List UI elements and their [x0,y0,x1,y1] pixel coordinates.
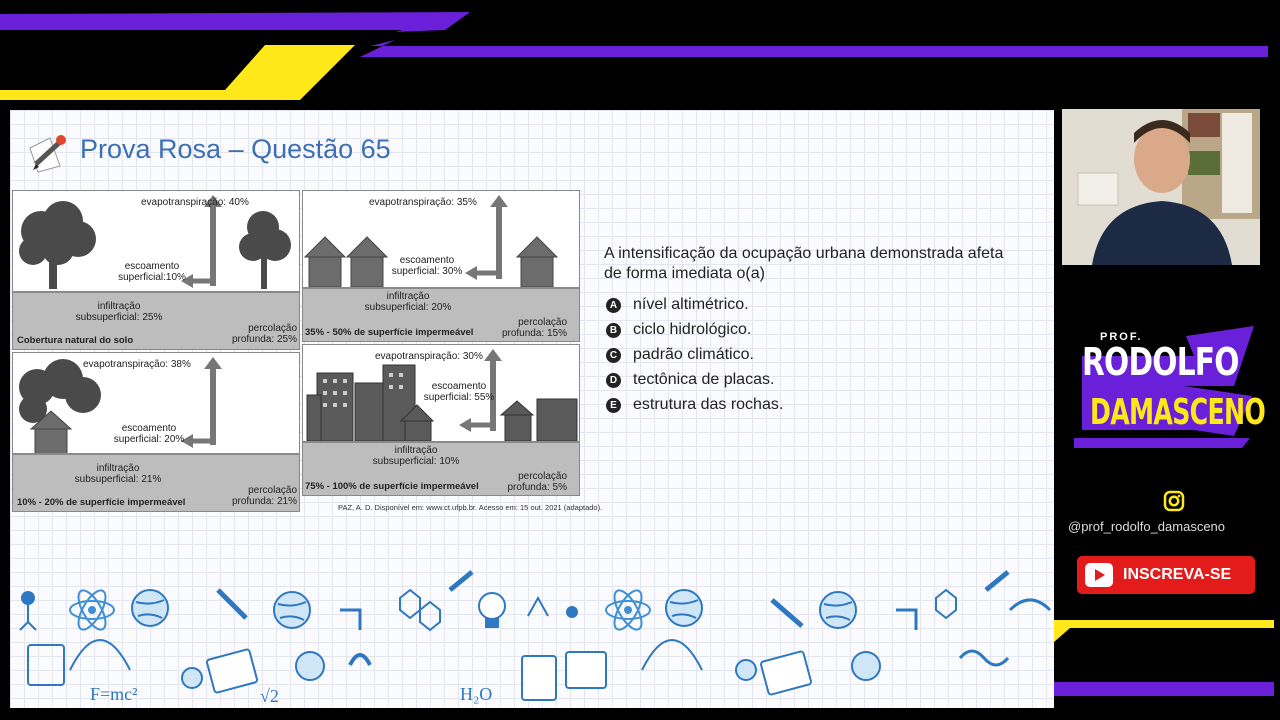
option-text: nível altimétrico. [633,296,749,313]
runoff-label: escoamento superficial: 20% [113,423,185,445]
option-letter: E [606,398,621,413]
slide [10,110,1054,708]
option-d[interactable] [606,371,774,389]
option-text: padrão climático. [633,346,754,363]
panel-caption: 75% - 100% de superfície impermeável [305,481,479,492]
subscribe-button[interactable] [1077,556,1255,594]
formula-sqrt2: √2 [260,686,279,706]
percolation-label: percolação profunda: 21% [231,485,297,507]
webcam-feed [1062,109,1260,265]
diagram-panel-75-100 [302,344,580,496]
option-a[interactable] [606,296,749,314]
science-doodles [10,570,1054,708]
percolation-label: percolação profunda: 15% [501,317,567,339]
option-text: tectônica de placas. [633,371,775,388]
option-c[interactable] [606,346,754,364]
option-letter: D [606,373,621,388]
infiltration-label: infiltração subsuperficial: 21% [74,463,162,485]
panel-caption: 10% - 20% de superfície impermeável [17,497,186,508]
question-text: A intensificação da ocupação urbana demonstrada afeta de forma imediata o(a) [604,245,1004,282]
top-stripes [0,0,1280,110]
runoff-label: escoamento superficial:10% [118,261,186,283]
option-letter: B [606,323,621,338]
youtube-icon [1085,563,1113,587]
instagram-icon [1163,490,1185,512]
option-text: ciclo hidrológico. [633,321,752,338]
runoff-label: escoamento superficial: 30% [391,255,463,277]
infiltration-label: infiltração subsuperficial: 10% [372,445,460,467]
slide-title: Prova Rosa – Questão 65 [80,134,391,164]
source-citation: PAZ, A. D. Disponível em: www.ct.ufpb.br. Acesso em: 15 out. 2021 (adaptado). [338,503,603,512]
diagram-panel-natural [12,190,300,350]
panel-caption: Cobertura natural do solo [17,335,134,346]
diagram-panel-35-50 [302,190,580,342]
option-letter: C [606,348,621,363]
percolation-label: percolação profunda: 5% [507,471,567,493]
evap-label: evapotranspiração: 38% [83,359,191,370]
brand-name-last: DAMASCENO [1090,392,1266,433]
evap-label: evapotranspiração: 30% [375,351,483,362]
brand-prof-label: PROF. [1100,331,1143,343]
evap-label: evapotranspiração: 35% [369,197,477,208]
panel-caption: 35% - 50% de superfície impermeável [305,327,474,338]
option-b[interactable] [606,321,751,339]
option-e[interactable] [606,396,783,414]
instagram-handle[interactable]: @prof_rodolfo_damasceno [1068,519,1226,534]
formula-emc2: F=mc² [90,684,138,704]
diagram-panel-10-20 [12,352,300,512]
percolation-label: percolação profunda: 25% [231,323,297,345]
runoff-label: escoamento superficial: 55% [423,381,495,403]
infiltration-label: infiltração subsuperficial: 20% [364,291,452,313]
right-stripes [1054,612,1280,702]
presenter-video [1062,109,1260,265]
pencil-paper-icon [24,128,70,174]
option-letter: A [606,298,621,313]
formula-h2o: H₂O [460,684,493,704]
option-text: estrutura das rochas. [633,396,784,413]
infiltration-label: infiltração subsuperficial: 25% [75,301,163,323]
brand-name-first: RODOLFO [1082,340,1239,384]
evap-label: evapotranspiração: 40% [141,197,249,208]
subscribe-label: INSCREVA-SE [1123,566,1232,583]
